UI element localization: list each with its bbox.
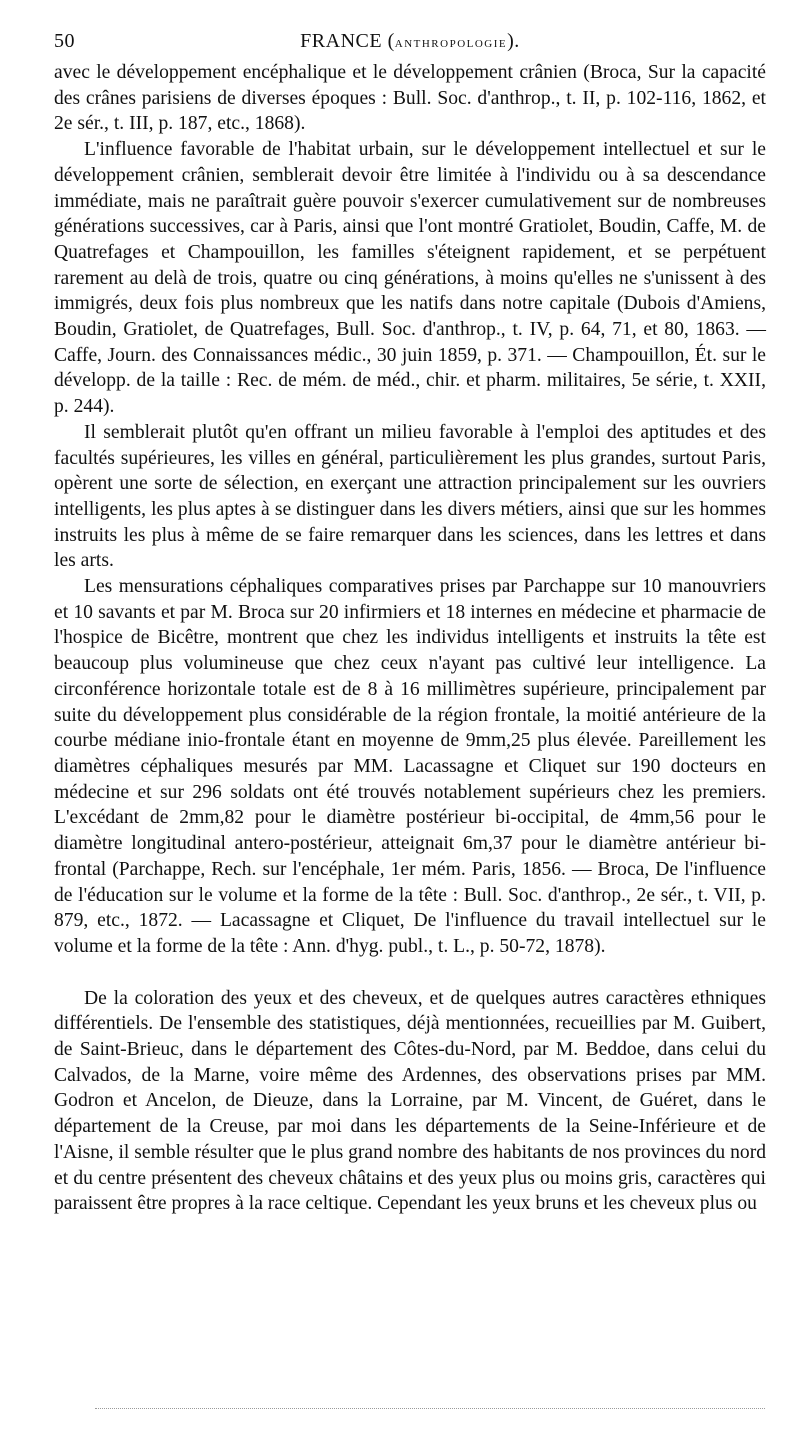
footer-rule	[95, 1408, 765, 1409]
paragraph-continued: avec le développement encéphalique et le développement crânien (Broca, Sur la capacité des crânes parisiens de diverses époques : Bull. Soc. d'anthrop., t. II, p. 102-116, 1862, et 2e sér., t. III, p. 187, etc., 1868).	[54, 62, 766, 135]
page-number: 50	[54, 30, 75, 52]
paragraph-selection: Il semblerait plutôt qu'en offrant un milieu favorable à l'emploi des aptitudes et des facultés supérieures, les villes en général, particulièrement les plus grandes, surtout Paris, opèrent une sorte de sélection, en exerçant une attraction principalement sur les ouvriers intelligents, les plus aptes à se distinguer dans les divers métiers, ainsi que sur les hommes instruits les plus à même de se faire remarquer dans les sciences, dans les lettres et dans les arts.	[54, 421, 766, 572]
book-page	[54, 30, 766, 1217]
running-head	[54, 30, 766, 53]
running-head-subtitle: anthropologie	[394, 34, 508, 51]
paragraph-cephalic-measurements: Les mensurations céphaliques comparatives prises par Parchappe sur 10 manouvriers et 10 savants et par M. Broca sur 20 infirmiers et 18 internes en médecine et pharmacie de l'hospice de Bicêtre, montrent que chez les individus intelligents et instruits la tête est beaucoup plus volumineuse que chez ceux n'ayant pas cultivé leur intelligence. La circonférence horizontale totale est de 8 à 16 millimètres supérieure, principalement par suite du développement plus considérable de la région frontale, la moitié antérieure de la courbe médiane inio-frontale étant en moyenne de 9mm,25 plus élevée. Pareillement les diamètres céphaliques mesurés par MM. Lacassagne et Cliquet sur 190 docteurs en médecine et sur 296 soldats ont été trouvés notablement supérieurs chez les premiers. L'excédant de 2mm,82 pour le diamètre postérieur bi-occipital, de 4mm,56 pour le diamètre longitudinal antero-postérieur, atteignait 6m,37 pour le diamètre antérieur bi-frontal (Parchappe, Rech. sur l'encéphale, 1er mém. Paris, 1856. — Broca, De l'influence de l'éducation sur le volume et la forme de la tête : Bull. Soc. d'anthrop., 2e sér., t. VII, p. 879, etc., 1872. — Lacassagne et Cliquet, De l'influence du travail intellectuel sur le volume et la forme de la tête : Ann. d'hyg. publ., t. L., p. 50-72, 1878).	[54, 576, 766, 957]
running-head-close: ).	[507, 30, 520, 52]
page-header	[54, 30, 766, 58]
body-text	[54, 60, 766, 1217]
paragraph-urban-influence: L'influence favorable de l'habitat urbain, sur le développement intellectuel et sur le développement crânien, semblerait devoir être limitée à l'individu ou à sa descendance immédiate, mais ne paraîtrait guère pouvoir s'exercer cumulativement sur de nombreuses générations successives, car à Paris, ainsi que l'ont montré Gratiolet, Boudin, Caffe, M. de Quatrefages et Champouillon, les familles s'éteignent rapidement, et se perpétuent rarement au delà de trois, quatre ou cinq générations, à moins qu'elles ne s'unissent à des immigrés, deux fois plus nombreux que les natifs dans notre capitale (Dubois d'Amiens, Boudin, Gratiolet, de Quatrefages, Bull. Soc. d'anthrop., t. IV, p. 64, 71, et 80, 1863. — Caffe, Journ. des Connaissances médic., 30 juin 1859, p. 371. — Champouillon, Ét. sur le développ. de la taille : Rec. de mém. de méd., chir. et pharm. militaires, 5e série, t. XXII, p. 244).	[54, 139, 766, 418]
running-head-title: FRANCE (	[300, 30, 395, 52]
paragraph-eye-hair-coloration: De la coloration des yeux et des cheveux, et de quelques autres caractères ethniques différentiels. De l'ensemble des statistiques, déjà mentionnées, recueillies par M. Guibert, de Saint-Brieuc, dans le département des Côtes-du-Nord, par M. Beddoe, dans celui du Calvados, de la Marne, voire même des Ardennes, des observations prises par MM. Godron et Ancelon, de Dieuze, dans la Lorraine, par M. Vincent, de Guéret, dans le département de la Creuse, par moi dans les départements de la Seine-Inférieure et de l'Aisne, il semble résulter que le plus grand nombre des habitants de nos provinces du nord et du centre présentent des cheveux châtains et des yeux plus ou moins gris, caractères qui paraissent être propres à la race celtique. Cependant les yeux bruns et les cheveux plus ou	[54, 987, 767, 1215]
